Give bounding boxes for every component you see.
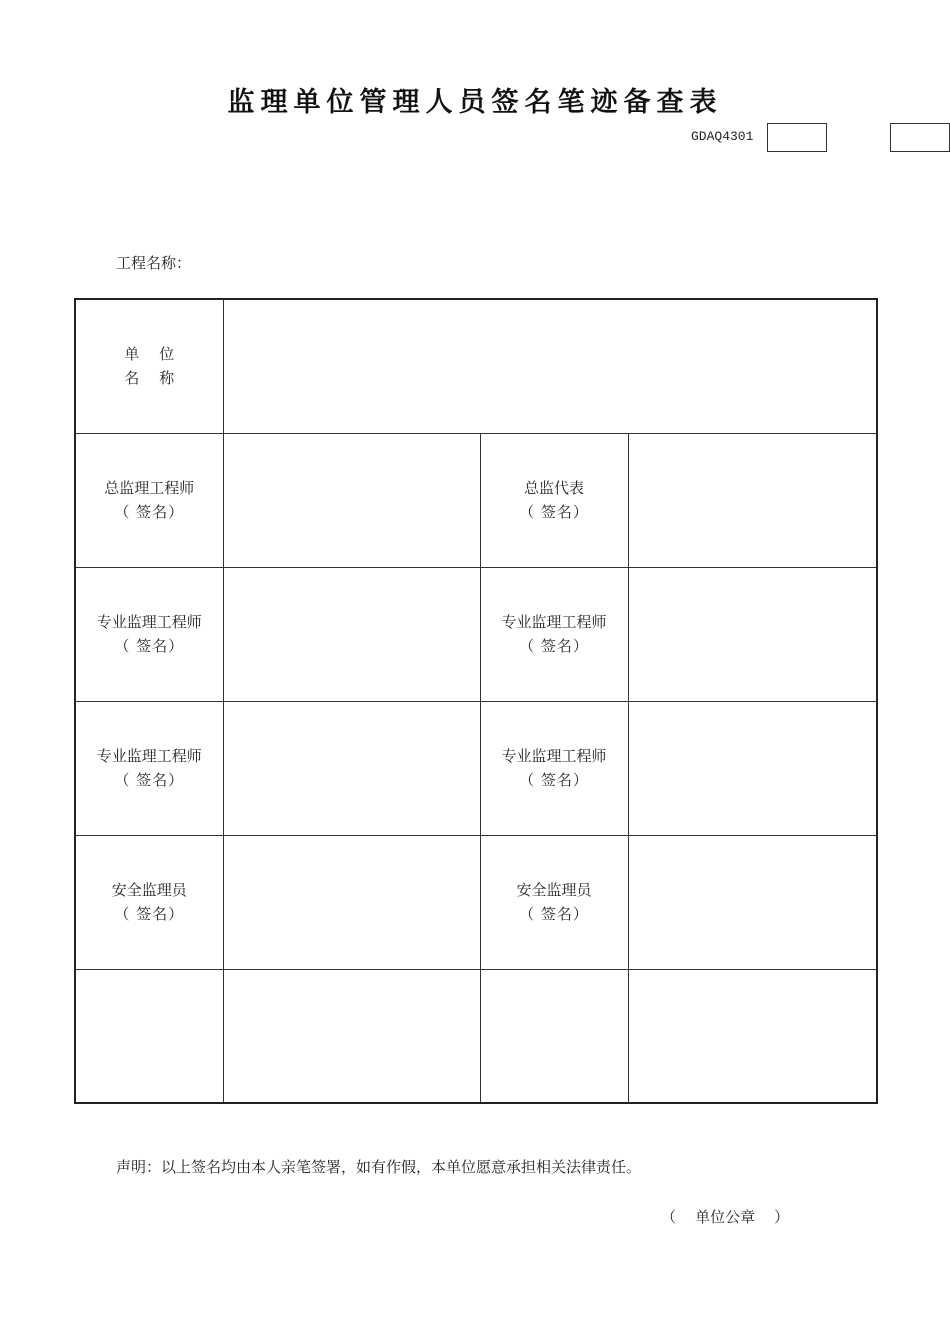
row-3-left-label: 专业监理工程师	[96, 747, 202, 765]
blank-signature-field-right[interactable]	[628, 969, 877, 1103]
signature-table	[74, 298, 878, 1104]
row-1-right-label: 总监代表	[523, 479, 584, 497]
row-2-left-label-cell	[75, 567, 223, 701]
row-2-right-label: 专业监理工程师	[501, 613, 607, 631]
row-4-left-label: 安全监理员	[111, 881, 187, 899]
row-3-left-label-cell	[75, 701, 223, 835]
row-2-right-signature-field[interactable]	[628, 567, 877, 701]
table-row-unit-name	[75, 299, 877, 433]
table-row	[75, 433, 877, 567]
row-4-left-label-cell	[75, 835, 223, 969]
row-1-left-signature-field[interactable]	[223, 433, 480, 567]
row-4-right-label-cell	[480, 835, 628, 969]
unit-name-label: 单位名称	[124, 345, 195, 388]
row-1-right-signature-field[interactable]	[628, 433, 877, 567]
table-row	[75, 701, 877, 835]
row-4-left-signature-field[interactable]	[223, 835, 480, 969]
row-2-right-sign-hint: （ 签名）	[519, 637, 589, 655]
row-2-right-label-cell	[480, 567, 628, 701]
row-2-left-signature-field[interactable]	[223, 567, 480, 701]
row-1-left-label: 总监理工程师	[104, 479, 195, 497]
row-3-right-label: 专业监理工程师	[501, 747, 607, 765]
row-3-right-sign-hint: （ 签名）	[519, 771, 589, 789]
blank-signature-field-left[interactable]	[223, 969, 480, 1103]
table-row	[75, 835, 877, 969]
row-4-right-signature-field[interactable]	[628, 835, 877, 969]
table-row	[75, 567, 877, 701]
page-title: 监理单位管理人员签名笔迹备查表	[227, 87, 723, 118]
row-3-left-signature-field[interactable]	[223, 701, 480, 835]
row-4-left-sign-hint: （ 签名）	[114, 905, 185, 923]
row-3-right-label-cell	[480, 701, 628, 835]
row-1-right-sign-hint: （ 签名）	[519, 503, 589, 521]
blank-label-cell-right[interactable]	[480, 969, 628, 1103]
form-number-box-1[interactable]	[767, 123, 827, 152]
form-number-box-2[interactable]	[890, 123, 950, 152]
declaration-text: 声明：以上签名均由本人亲笔签署，如有作假，本单位愿意承担相关法律责任。	[116, 1158, 642, 1176]
row-4-right-label: 安全监理员	[516, 881, 592, 899]
form-code: GDAQ4301	[691, 129, 754, 144]
row-1-left-sign-hint: （ 签名）	[114, 503, 185, 521]
unit-name-label-cell	[75, 299, 223, 433]
blank-label-cell-left[interactable]	[75, 969, 223, 1103]
project-name-label: 工程名称：	[116, 254, 192, 272]
row-3-right-signature-field[interactable]	[628, 701, 877, 835]
table-row-blank	[75, 969, 877, 1103]
unit-seal-placeholder: （ 单位公章 ）	[661, 1208, 790, 1226]
row-2-left-label: 专业监理工程师	[96, 613, 202, 631]
row-2-left-sign-hint: （ 签名）	[114, 637, 185, 655]
unit-name-field[interactable]	[223, 299, 877, 433]
row-4-right-sign-hint: （ 签名）	[519, 905, 589, 923]
row-1-right-label-cell	[480, 433, 628, 567]
row-1-left-label-cell	[75, 433, 223, 567]
row-3-left-sign-hint: （ 签名）	[114, 771, 185, 789]
